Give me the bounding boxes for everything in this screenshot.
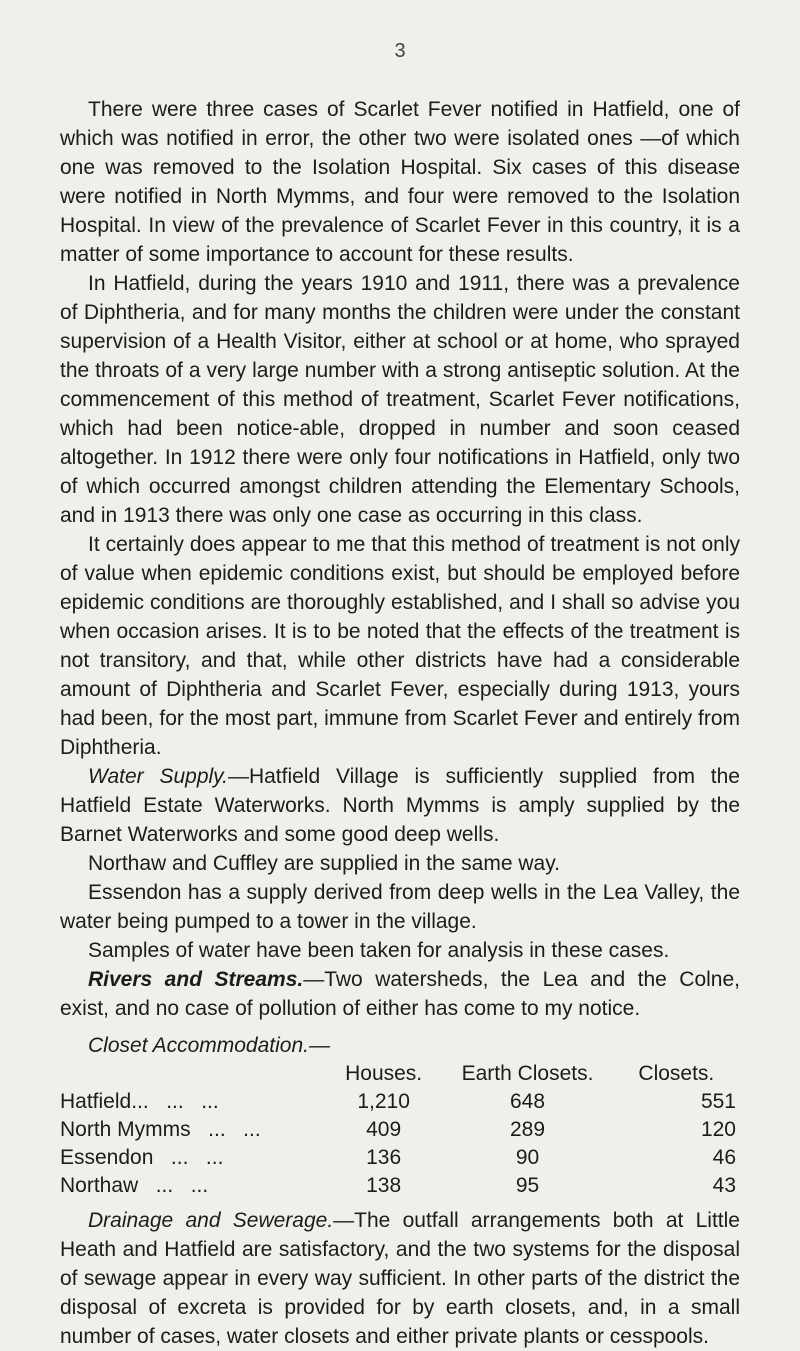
header-earth-closets: Earth Closets. bbox=[461, 1062, 594, 1085]
paragraph-samples: Samples of water have been taken for analysis in these cases. bbox=[88, 939, 670, 962]
document-body bbox=[60, 95, 740, 1351]
paragraph-drainage bbox=[60, 1206, 740, 1351]
water-supply-heading: Water Supply. bbox=[88, 765, 228, 788]
cell-closets: 43 bbox=[712, 1174, 736, 1197]
drainage-text: —The outfall arrangements both at Little Heath and Hatfield are satisfactory, and the two systems for the disposal of sewage appear in every way sufficient. In other parts of the district the disposal of excreta is provided for by earth closets, and, in a small number of cases, water closets and either private plants or cesspools. bbox=[60, 1209, 740, 1348]
cell-houses: 409 bbox=[366, 1118, 402, 1141]
row-label: Essendon ... ... bbox=[60, 1146, 224, 1169]
rivers-text: —Two watersheds, the Lea and the Colne, exist, and no case of pollution of either has come to my notice. bbox=[60, 968, 740, 1020]
row-label: Hatfield... ... ... bbox=[60, 1090, 219, 1113]
closet-accommodation-section bbox=[60, 1031, 740, 1200]
table-row bbox=[60, 1116, 740, 1144]
header-houses: Houses. bbox=[345, 1062, 423, 1085]
paragraph-rivers bbox=[60, 965, 740, 1023]
cell-closets: 551 bbox=[700, 1090, 736, 1113]
table-row bbox=[60, 1088, 740, 1116]
page-number: 3 bbox=[394, 40, 406, 62]
cell-houses: 138 bbox=[366, 1174, 402, 1197]
cell-closets: 120 bbox=[700, 1118, 736, 1141]
table-row bbox=[60, 1144, 740, 1172]
cell-houses: 136 bbox=[366, 1146, 402, 1169]
cell-closets: 46 bbox=[712, 1146, 736, 1169]
header-cell bbox=[60, 1060, 329, 1088]
closet-table-header bbox=[60, 1060, 740, 1088]
rivers-heading: Rivers and Streams. bbox=[88, 968, 304, 991]
paragraph-treatment: It certainly does appear to me that this method of treatment is not only of value when epidemic conditions exist, but should be employed before epidemic conditions are thoroughly established, and I shall so advise you when occasion arises. It is to be noted that the effects of the treatment is not transitory, and that, while other districts have had a considerable amount of Diphtheria and Scarlet Fever, especially during 1913, yours had been, for the most part, immune from Scarlet Fever and entirely from Diphtheria. bbox=[60, 533, 740, 759]
row-label: North Mymms ... ... bbox=[60, 1118, 261, 1141]
closet-table bbox=[60, 1060, 740, 1200]
paragraph-diphtheria: In Hatfield, during the years 1910 and 1911, there was a prevalence of Diphtheria, and for many months the children were under the constant supervision of a Health Visitor, either at school or at home, who sprayed the throats of a very large number with a strong antiseptic solution. At the commencement of this method of treatment, Scarlet Fever notifications, which had been notice-able, dropped in number and soon ceased altogether. In 1912 there were only four notifications in Hatfield, only two of which occurred amongst children attending the Elementary Schools, and in 1913 there was only one case as occurring in this class. bbox=[60, 272, 740, 527]
cell-earth-closets: 289 bbox=[510, 1118, 546, 1141]
water-supply-text: —Hatfield Village is sufficiently supplied from the Hatfield Estate Waterworks. North Mymms is amply supplied by the Barnet Waterworks and some good deep wells. bbox=[60, 765, 740, 846]
table-row bbox=[60, 1172, 740, 1200]
cell-earth-closets: 95 bbox=[515, 1174, 540, 1197]
paragraph-water-supply bbox=[60, 762, 740, 849]
cell-earth-closets: 648 bbox=[510, 1090, 546, 1113]
header-closets: Closets. bbox=[638, 1062, 715, 1085]
cell-houses: 1,210 bbox=[357, 1090, 410, 1113]
drainage-heading: Drainage and Sewerage. bbox=[88, 1209, 334, 1232]
paragraph-scarlet-fever: There were three cases of Scarlet Fever notified in Hatfield, one of which was notified in error, the other two were isolated ones —of which one was removed to the Isolation Hospital. Six cases of this disease were notified in North Mymms, and four were removed to the Isolation Hospital. In view of the prevalence of Scarlet Fever in this country, it is a matter of some importance to account for these results. bbox=[60, 98, 740, 266]
row-label: Northaw ... ... bbox=[60, 1174, 209, 1197]
cell-earth-closets: 90 bbox=[515, 1146, 540, 1169]
paragraph-essendon: Essendon has a supply derived from deep wells in the Lea Valley, the water being pumped to a tower in the village. bbox=[60, 881, 740, 933]
closet-table-title: Closet Accommodation.— bbox=[88, 1034, 330, 1057]
paragraph-northaw: Northaw and Cuffley are supplied in the same way. bbox=[88, 852, 560, 875]
